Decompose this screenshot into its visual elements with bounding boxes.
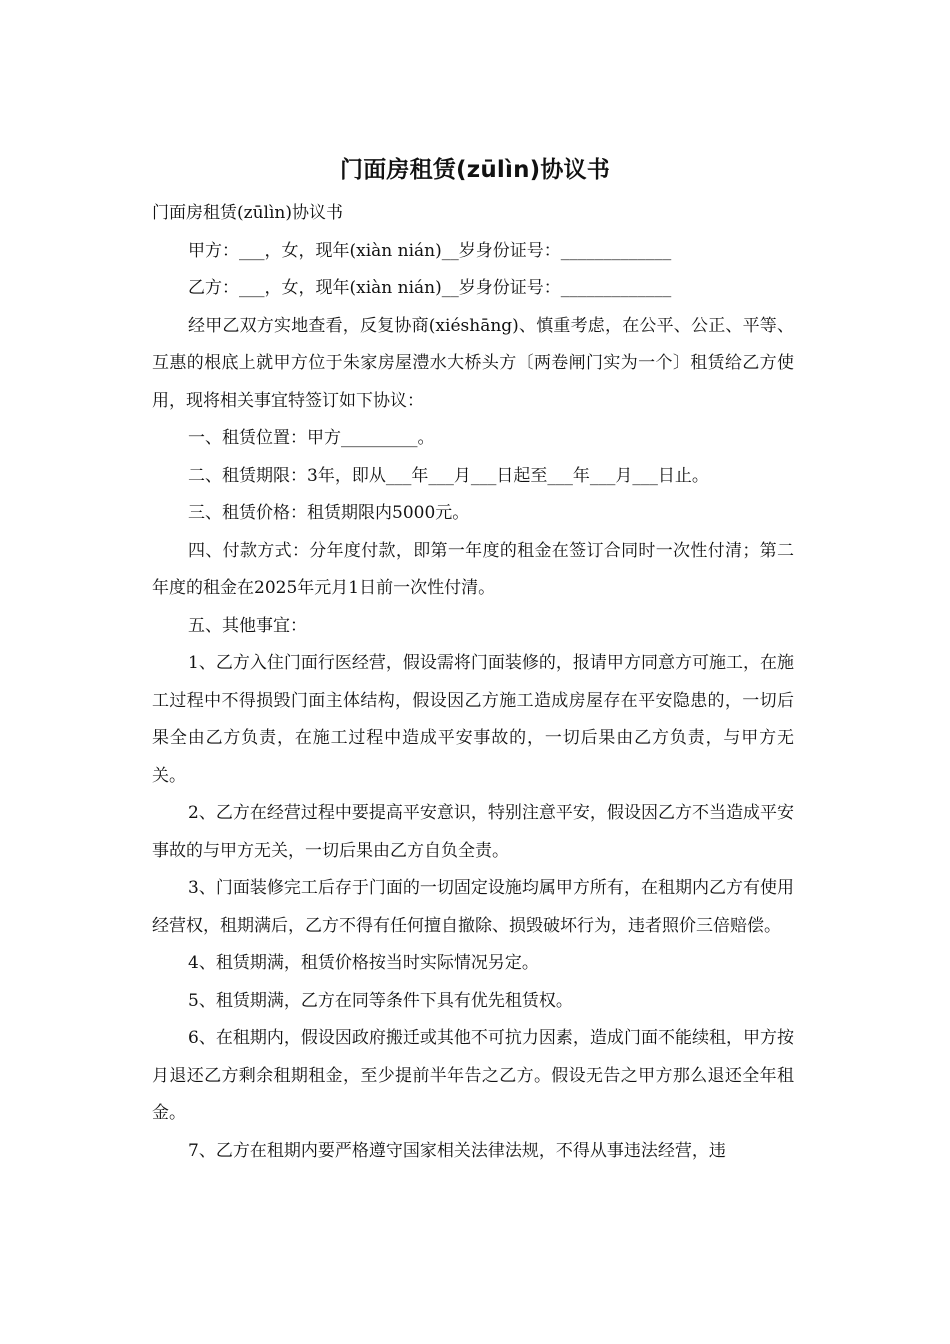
intro-paragraph: 经甲乙双方实地查看，反复协商(xiéshāng)、慎重考虑，在公平、公正、平等、互惠的根底上就甲方位于朱家房屋澧水大桥头方〔两卷闸门实为一个〕租赁给乙方使用，现将相关事宜特签订如下协议： [152, 315, 794, 411]
clause-other-heading: 五、其他事宜： [188, 615, 307, 636]
subclause-3: 3、门面装修完工后存于门面的一切固定设施均属甲方所有，在租期内乙方有使用经营权，租期满后，乙方不得有任何擅自撤除、损毁破坏行为，违者照价三倍赔偿。 [152, 878, 794, 936]
subclause-6: 6、在租期内，假设因政府搬迁或其他不可抗力因素，造成门面不能续租，甲方按月退还乙方剩余租期租金，至少提前半年告之乙方。假设无告之甲方那么退还全年租金。 [152, 1028, 794, 1123]
party-b-line: 乙方：___，女，现年(xiàn nián)__岁身份证号：_____________ [188, 278, 672, 298]
clause-payment: 四、付款方式：分年度付款，即第一年度的租金在签订合同时一次性付清；第二年度的租金在2025年元月1日前一次性付清。 [152, 540, 794, 598]
subclause-1: 1、乙方入住门面行医经营，假设需将门面装修的，报请甲方同意方可施工，在施工过程中不得损毁门面主体结构，假设因乙方施工造成房屋存在平安隐患的，一切后果全由乙方负责，在施工过程中造成平安事故的，一切后果由乙方负责，与甲方无关。 [152, 653, 794, 786]
party-a-line: 甲方：___，女，现年(xiàn nián)__岁身份证号：_____________ [188, 240, 672, 261]
subclause-2: 2、乙方在经营过程中要提高平安意识，特别注意平安，假设因乙方不当造成平安事故的与甲方无关，一切后果由乙方自负全责。 [152, 803, 794, 861]
document-body [152, 195, 794, 1170]
clause-location: 一、租赁位置：甲方_________。 [188, 428, 435, 448]
subclause-4: 4、租赁期满，租赁价格按当时实际情况另定。 [188, 953, 539, 973]
subclause-7: 7、乙方在租期内要严格遵守国家相关法律法规，不得从事违法经营，违 [188, 1140, 726, 1161]
subclause-5: 5、租赁期满，乙方在同等条件下具有优先租赁权。 [188, 990, 573, 1011]
paragraph-heading-repeat: 门面房租赁(zūlìn)协议书 [152, 203, 343, 223]
clause-price: 三、租赁价格：租赁期限内5000元。 [188, 503, 470, 523]
document-title: 门面房租赁(zūlìn)协议书 [340, 157, 610, 183]
clause-term: 二、租赁期限：3年，即从___年___月___日起至___年___月___日止。 [188, 465, 709, 486]
